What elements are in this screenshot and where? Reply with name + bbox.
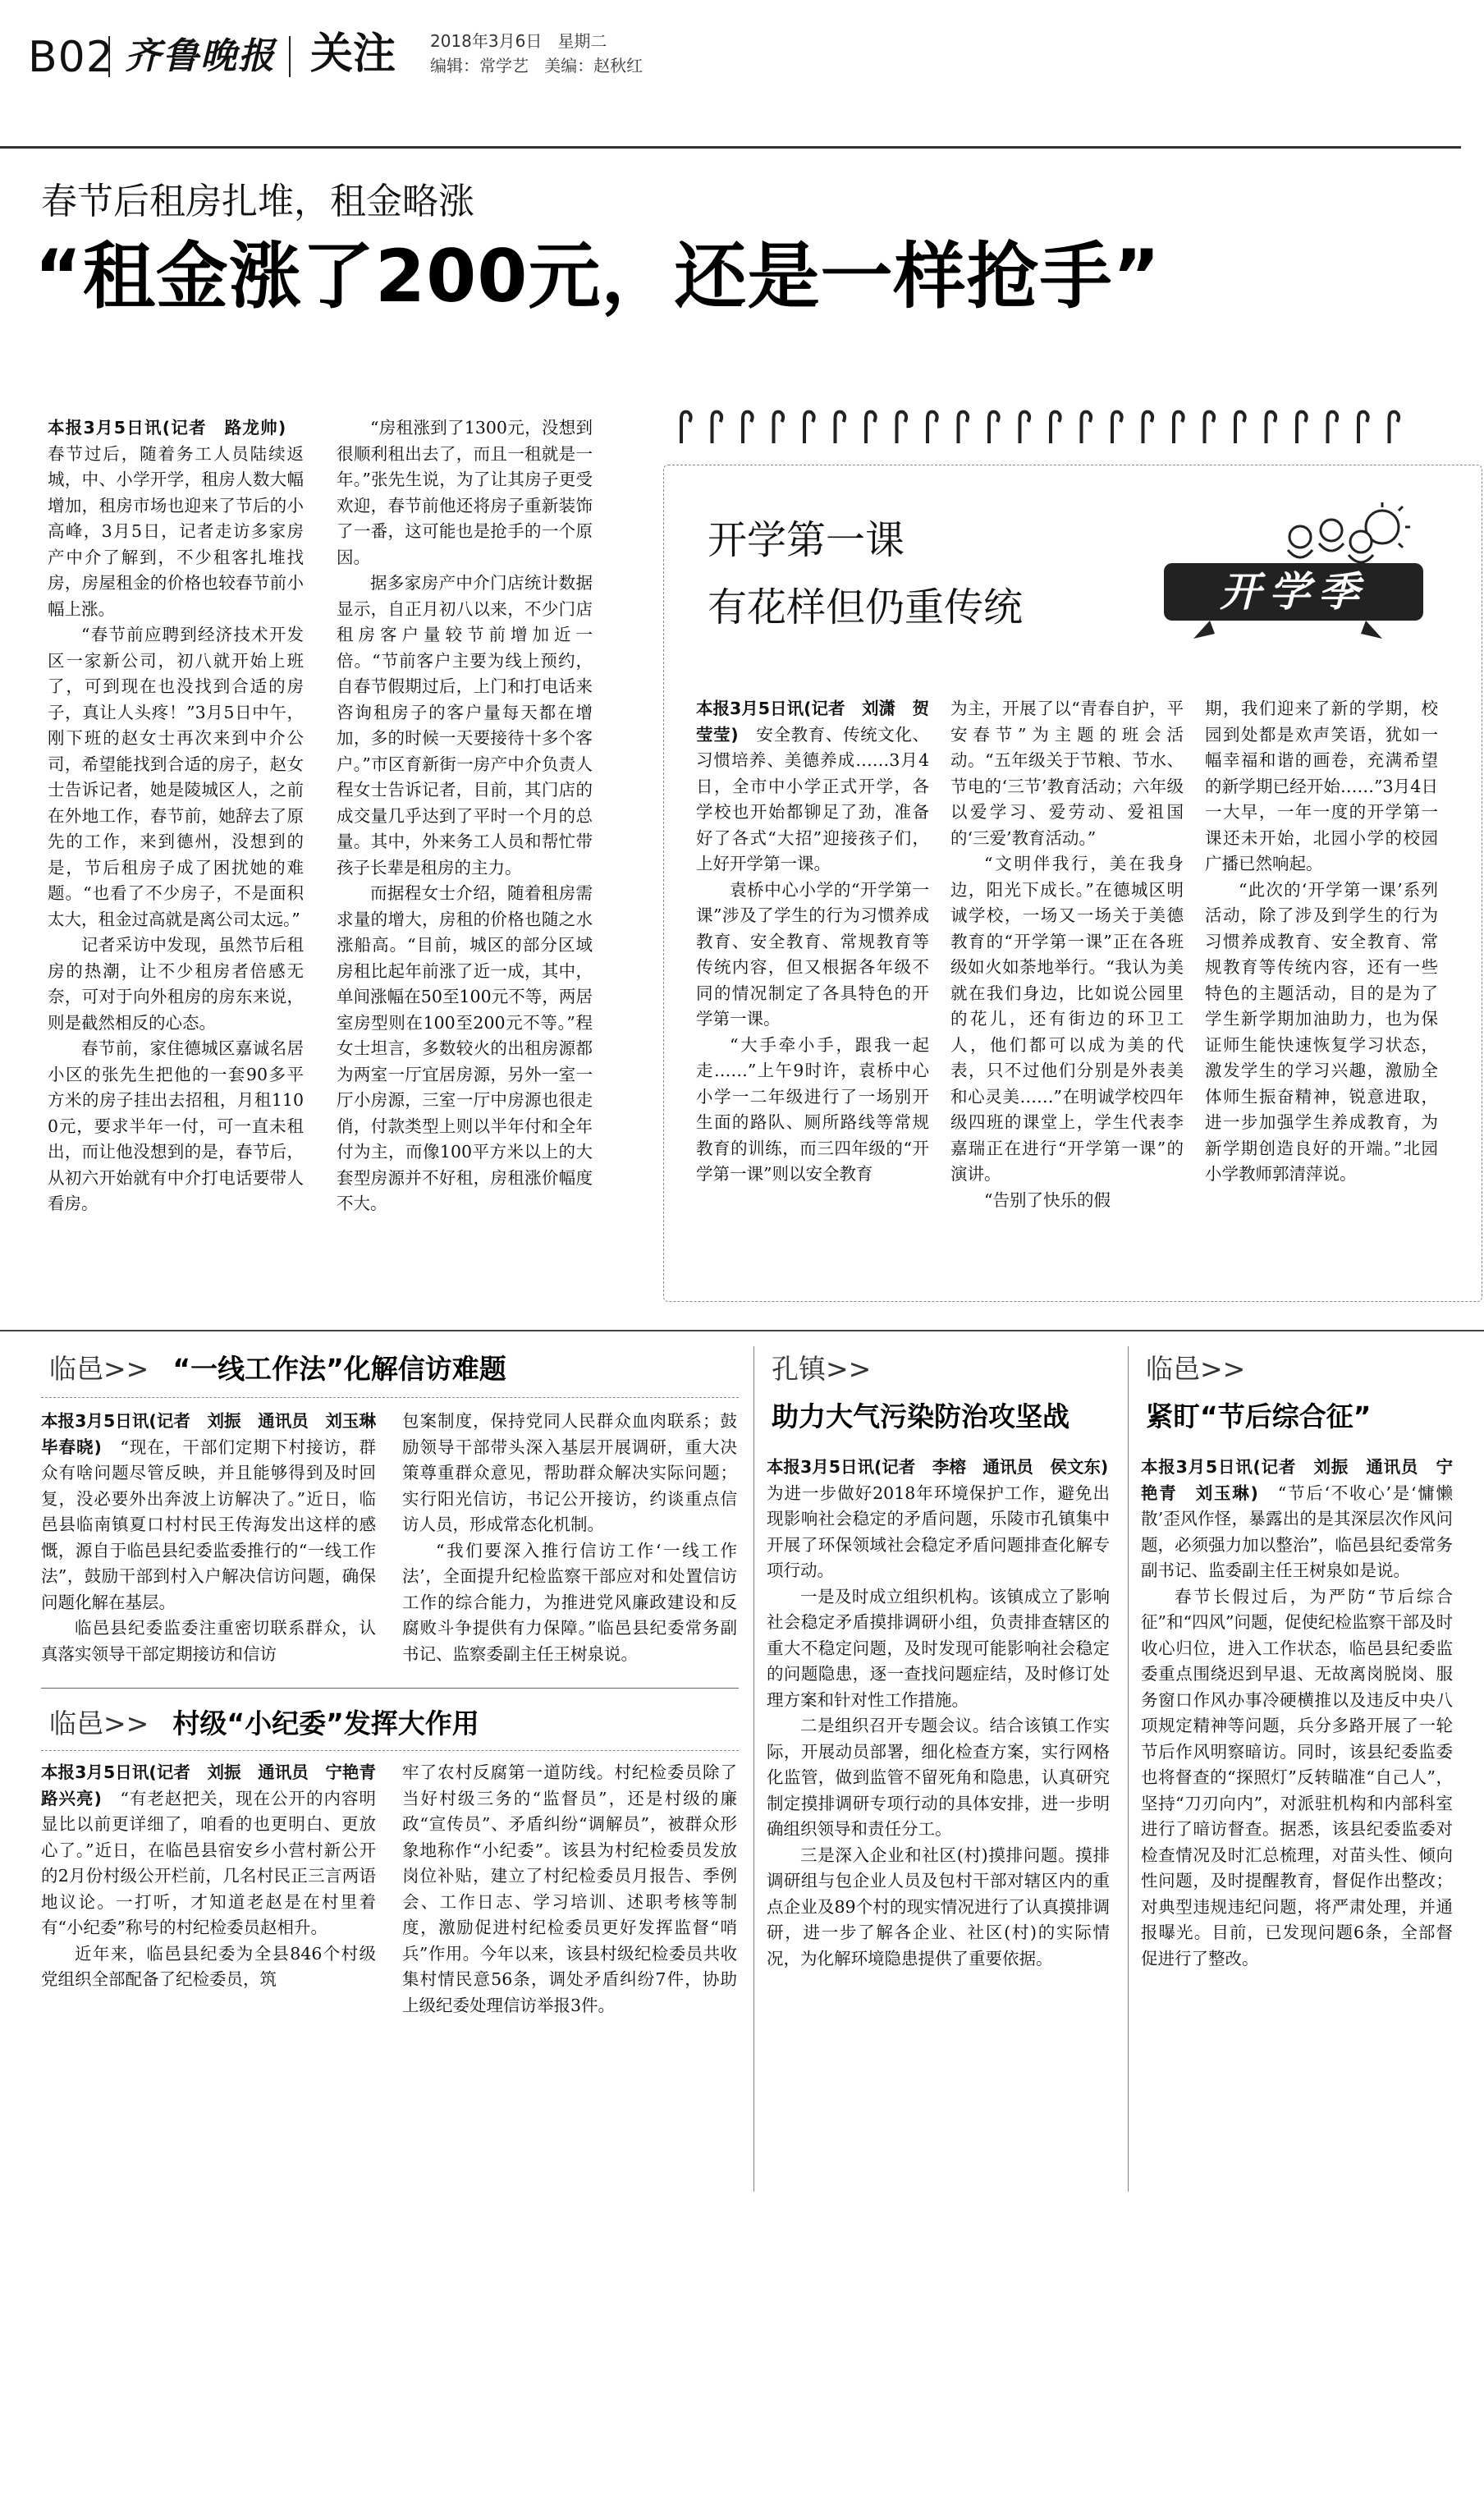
paragraph-text: 据多家房产中介门店统计数据显示，自正月初八以来，不少门店租房客户量较节前增加近一倍。“节前客户主要为线上预约，自春节假期过后，上门和打电话来咨询租房子的客户量每天都在增加，多的时候一天要接待十多个客户。”市区育新街一房产中介负责人程女士告诉记者，目前，其门店的成交量几乎达到了平时一个月的总量。其中，外来务工人员和帮忙带孩子长辈是租房的主力。 bbox=[337, 573, 593, 878]
spiral-ring bbox=[897, 412, 907, 443]
paragraph-text: 袁桥中心小学的“开学第一课”涉及了学生的行为习惯养成教育、安全教育、常规教育等传统内容，但又根据各年级不同的情况制定了各具特色的开学第一课。 bbox=[696, 879, 929, 1029]
story-a-column-1 bbox=[41, 1409, 393, 1667]
paragraph bbox=[337, 881, 593, 1217]
paragraph-text: “告别了快乐的假 bbox=[984, 1189, 1111, 1210]
paragraph bbox=[48, 415, 304, 622]
issue-date bbox=[430, 30, 607, 53]
paragraph-text: “我们要深入推行信访工作‘一线工作法’，全面提升纪检监察干部应对和处置信访工作的综合能力，为推进党风廉政建设和反腐败斗争提供有力保障。”临邑县纪委常务副书记、监察委副主任王树泉说。 bbox=[402, 1540, 737, 1664]
paragraph bbox=[48, 622, 304, 933]
page-number: B02 bbox=[28, 33, 114, 82]
paragraph-text: “有老赵把关，现在公开的内容明显比以前更详细了，咱看的也更明白、更放心了。”近日，在临邑县宿安乡小营村新公开的2月份村级公开栏前，几名村民正三言两语地议论。一打听，才知道老赵是在村里着有“小纪委”称号的村纪检委员赵相升。 bbox=[41, 1788, 377, 1937]
paragraph-text: 春节过后，随着务工人员陆续返城，中、小学开学，租房人数大幅增加，租房市场也迎来了节后的小高峰，3月5日，记者走访多家房产中介了解到，不少租客扎堆找房，房屋租金的价格也较春节前小幅上涨。 bbox=[48, 418, 305, 619]
spiral-ring bbox=[774, 412, 784, 443]
paper-logo: 齐鲁晚报 bbox=[125, 35, 276, 77]
paragraph-text: 安全教育、传统文化、习惯培养、美德养成……3月4日，全市中小学正式开学，各学校也开始都铆足了劲，准备好了各式“大招”迎接孩子们，上好开学第一课。 bbox=[696, 724, 929, 873]
paragraph bbox=[1141, 1584, 1453, 1973]
spiral-ring bbox=[928, 412, 937, 443]
main-subtitle: 春节后租房扎堆，租金略涨 bbox=[41, 181, 474, 222]
spiral-ring bbox=[1051, 412, 1060, 443]
paragraph-text: “文明伴我行，美在我身边，阳光下成长。”在德城区明诚学校，一场又一场关于美德教育的“开学第一课”正在各班级如火如荼地举行。“我认为美就在我们身边，比如说公园里的花儿，还有街边的环卫工人，他们都可以成为美的代表，只不过他们分别是外表美和心灵美……”在明诚学校四年级四班的课堂上，学生代表李嘉瑞正在进行“开学第一课”的演讲。 bbox=[950, 854, 1184, 1184]
paragraph bbox=[696, 696, 929, 878]
dateline: 本报3月5日讯(记者 刘潇 贺莹莹) bbox=[696, 699, 929, 745]
paragraph-text: 为进一步做好2018年环境保护工作，避免出现影响社会稳定的矛盾问题，乐陵市孔镇集中开展了环保领域社会稳定矛盾问题排查化解专项行动。 bbox=[767, 1457, 1125, 1580]
dateline: 本报3月5日讯(记者 刘振 通讯员 刘玉琳 毕春晓) bbox=[41, 1411, 393, 1457]
section-rule bbox=[41, 1688, 739, 1689]
paragraph bbox=[950, 1188, 1184, 1214]
paragraph-text: “此次的‘开学第一课’系列活动，除了涉及到学生的行为习惯养成教育、安全教育、常规教育等传统内容，还有一些特色的主题活动，目的是为了学生新学期加油助力，也为保证师生能快速恢复学习状态，激发学生的学习兴趣，激励全体师生振奋精神，锐意进取，进一步加强学生养成教育，为新学期创造良好的开端。”北园小学教师郭清萍说。 bbox=[1205, 879, 1438, 1184]
spiral-ring bbox=[866, 412, 876, 443]
main-headline: “租金涨了200元，还是一样抢手” bbox=[34, 234, 1161, 319]
story-a-title: “一线工作法”化解信访难题 bbox=[172, 1353, 506, 1385]
paragraph-text: 为主，开展了以“青春自护，平安春节”为主题的班会活动。“五年级关于节粮、节水、节电的‘三节’教育活动；六年级以爱学习、爱劳动、爱祖国的‘三爱’教育活动。” bbox=[950, 699, 1184, 848]
heading-rule bbox=[41, 1750, 739, 1751]
paragraph bbox=[402, 1409, 737, 1538]
spiral-ring bbox=[804, 412, 814, 443]
paragraph bbox=[48, 1036, 304, 1217]
paragraph-text: 三是深入企业和社区(村)摸排问题。摸排调研组与包企业人员及包村干部对辖区内的重点企业及89个村的现实情况进行了认真摸排调研，进一步了解各企业、社区(村)的实际情况，为化解环境隐患提供了重要依据。 bbox=[767, 1845, 1110, 1968]
date: 2018年3月6日 bbox=[430, 31, 543, 51]
story-a-heading bbox=[49, 1348, 506, 1386]
paragraph-text: “节后‘不收心’是‘慵懒散’歪风作怪，暴露出的是其深层次作风问题，必须强力加以整治”，临邑县纪委常务副书记、监委副主任王树泉如是说。 bbox=[1141, 1483, 1453, 1580]
paragraph-text: 记者采访中发现，虽然节后租房的热潮，让不少租房者倍感无奈，可对于向外租房的房东来说，则是截然相反的心态。 bbox=[48, 935, 304, 1033]
paragraph bbox=[696, 878, 929, 1033]
paragraph bbox=[1205, 696, 1438, 878]
header-divider bbox=[108, 36, 110, 77]
paragraph-text: 春节前，家住德城区嘉诚名居小区的张先生把他的一套90多平方米的房子挂出去招租，月租1100元，要求半年一付，可一直未租出，而让他没想到的是，春节后，从初六开始就有中介打电话要带人看房。 bbox=[48, 1038, 304, 1213]
spiral-ring bbox=[1205, 412, 1215, 443]
feature-title-line2: 有花样但仍重传统 bbox=[708, 584, 1024, 630]
main-column-1 bbox=[48, 415, 304, 1217]
feature-column-3 bbox=[1205, 696, 1438, 1188]
dateline: 本报3月5日讯(记者 刘振 通讯员 宁艳青 刘玉琳) bbox=[1141, 1457, 1453, 1503]
story-d-title: 紧盯“节后综合征” bbox=[1146, 1400, 1372, 1432]
column-rule bbox=[1128, 1346, 1129, 2192]
paragraph-text: 牢了农村反腐第一道防线。村纪检委员除了当好村级三务的“监督员”，还是村级的廉政“宣传员”、矛盾纠纷“调解员”，被群众形象地称作“小纪委”。该县为村纪检委员发放岗位补贴，建立了村纪检委员月报告、季例会、工作日志、学习培训、述职考核等制度，激励促进村纪检委员更好发挥监督“哨兵”作用。今年以来，该县村级纪检委员共收集村情民意56条，调处矛盾纠纷7件，协助上级纪委处理信访举报3件。 bbox=[402, 1762, 737, 2015]
section-rule bbox=[0, 1330, 1484, 1331]
spiral-ring bbox=[681, 412, 691, 443]
header-divider bbox=[289, 36, 291, 77]
paragraph bbox=[41, 1615, 376, 1667]
paragraph-text: 春节长假过后，为严防“节后综合征”和“四风”问题，促使纪检监察干部及时收心归位，进入工作状态，临邑县纪委监委重点围绕迟到早退、无故离岗脱岗、服务窗口作风办事冷硬横推以及违反中央八项规定精神等问题，兵分多路开展了一轮节后作风明察暗访。同时，该县纪委监委也将督查的“探照灯”反转瞄准“自己人”，坚持“刀刃向内”，对派驻机构和内部科室进行了暗访督查。据悉，该县纪委监委对检查情况及时汇总梳理，对苗头性、倾向性问题，及时提醒教育，督促作出整改；对典型违规违纪问题，将严肃处理，并通报曝光。目前，已发现问题6条，全部督促进行了整改。 bbox=[1141, 1586, 1453, 1968]
editor-line bbox=[430, 54, 643, 77]
story-a-place: 临邑>> bbox=[49, 1353, 149, 1385]
spiral-ring bbox=[743, 412, 753, 443]
feature-column-1 bbox=[696, 696, 929, 1188]
paragraph-text: 临邑县纪委监委注重密切联系群众，认真落实领导干部定期接访和信访 bbox=[41, 1618, 376, 1664]
spiral-ring bbox=[1266, 412, 1276, 443]
paragraph bbox=[402, 1760, 737, 2019]
designer: 美编：赵秋红 bbox=[544, 56, 644, 76]
paragraph-text: 期，我们迎来了新的学期，校园到处都是欢声笑语，犹如一幅幸福和谐的画卷，充满希望的新学期已经开始……”3月4日一大早，一年一度的开学第一课还未开始，北园小学的校园广播已然响起。 bbox=[1205, 699, 1438, 873]
spiral-ring bbox=[1020, 412, 1030, 443]
spiral-ring bbox=[836, 412, 845, 443]
spiral-rings-icon bbox=[671, 407, 1410, 448]
paragraph bbox=[48, 933, 304, 1036]
paragraph-text: 近年来，临邑县纪委为全县846个村级党组织全部配备了纪检委员，筑 bbox=[41, 1943, 376, 1989]
dateline: 本报3月5日讯(记者 路龙帅) bbox=[48, 418, 286, 438]
back-to-school-illustration bbox=[1161, 499, 1431, 647]
feature-title-line1: 开学第一课 bbox=[708, 517, 905, 563]
story-a-column-2 bbox=[402, 1409, 737, 1667]
column-rule bbox=[753, 1346, 754, 2192]
paragraph bbox=[950, 851, 1184, 1188]
spiral-ring bbox=[1082, 412, 1092, 443]
paragraph-text: “大手牵小手，跟我一起走……”上午9时许，袁桥中心小学一二年级进行了一场别开生面的路队、厕所路线等常规教育的训练，而三四年级的“开学第一课”则以安全教育 bbox=[696, 1034, 929, 1184]
feature-column-2 bbox=[950, 696, 1184, 1213]
story-d-body bbox=[1141, 1455, 1453, 1972]
paragraph-text: “现在，干部们定期下村接访，群众有啥问题尽管反映，并且能够得到及时回复，没必要外出奔波上访解决了。”近日，临邑县临南镇夏口村村民王传海发出这样的感慨，源自于临邑县纪委监委推行的“一线工作法”，鼓励干部到村入户解决信访问题，确保问题化解在基层。 bbox=[41, 1437, 377, 1612]
paragraph bbox=[767, 1584, 1110, 1714]
logo-lettering: 开学季 bbox=[1220, 568, 1367, 616]
spiral-ring bbox=[1143, 412, 1153, 443]
story-d-place: 临邑>> bbox=[1146, 1353, 1246, 1385]
spiral-ring bbox=[989, 412, 999, 443]
spiral-ring bbox=[1328, 412, 1338, 443]
spiral-ring bbox=[712, 412, 722, 443]
dateline: 本报3月5日讯(记者 李榕 通讯员 侯文东) bbox=[767, 1457, 1109, 1477]
dateline: 本报3月5日讯(记者 刘振 通讯员 宁艳青 路兴亮) bbox=[41, 1762, 393, 1808]
paragraph-text: 二是组织召开专题会议。结合该镇工作实际，开展动员部署，细化检查方案，实行网格化监管，做到监管不留死角和隐患，认真研究制定摸排调研专项行动的具体安排，进一步明确组织领导和责任分工。 bbox=[767, 1716, 1110, 1839]
paragraph bbox=[950, 696, 1184, 851]
weekday: 星期二 bbox=[557, 31, 607, 51]
spiral-ring bbox=[1390, 412, 1399, 443]
paragraph bbox=[41, 1409, 393, 1615]
paragraph bbox=[767, 1455, 1125, 1584]
story-c-body bbox=[767, 1455, 1125, 1972]
main-column-2 bbox=[337, 415, 593, 1217]
story-c-title: 助力大气污染防治攻坚战 bbox=[772, 1400, 1069, 1432]
paragraph-text: “春节前应聘到经济技术开发区一家新公司，初八就开始上班了，可到现在也没找到合适的房子，真让人头疼！”3月5日中午，刚下班的赵女士再次来到中介公司，希望能找到合适的房子，赵女士告诉记者，她是陵城区人，之前在外地工作，春节前，她辞去了原先的工作，来到德州，没想到的是，节后租房子成了困扰她的难题。“也看了不少房子，不是面积太大，租金过高就是离公司太远。” bbox=[48, 625, 304, 929]
heading-rule bbox=[41, 1397, 739, 1398]
paragraph bbox=[767, 1843, 1110, 1973]
paragraph bbox=[402, 1538, 737, 1668]
paragraph bbox=[41, 1941, 376, 1993]
spiral-ring bbox=[959, 412, 969, 443]
spiral-ring bbox=[1358, 412, 1368, 443]
spiral-ring bbox=[1112, 412, 1122, 443]
paragraph-text: 一是及时成立组织机构。该镇成立了影响社会稳定矛盾摸排调研小组，负责排查辖区的重大不稳定问题，及时发现可能影响社会稳定的问题隐患，逐一查找问题症结，及时修订处理方案和针对性工作措施。 bbox=[767, 1586, 1110, 1710]
paragraph bbox=[696, 1033, 929, 1188]
story-b-place: 临邑>> bbox=[49, 1707, 149, 1739]
header-rule bbox=[0, 146, 1461, 149]
spiral-ring bbox=[1297, 412, 1307, 443]
paragraph-text: “房租涨到了1300元，没想到很顺利租出去了，而且一租就是一年。”张先生说，为了让其房子更受欢迎，春节前他还将房子重新装饰了一番，这可能也是抢手的一个原因。 bbox=[337, 418, 593, 567]
paragraph-text: 包案制度，保持党同人民群众血肉联系；鼓励领导干部带头深入基层开展调研，重大决策尊重群众意见，帮助群众解决实际问题；实行阳光信访，书记公开接访，约谈重点信访人员，形成常态化机制。 bbox=[402, 1411, 737, 1534]
story-b-heading bbox=[49, 1703, 479, 1741]
story-b-column-1 bbox=[41, 1760, 393, 1993]
spiral-binding bbox=[671, 407, 1410, 448]
paragraph bbox=[1141, 1455, 1453, 1584]
spiral-ring bbox=[1235, 412, 1245, 443]
section-title: 关注 bbox=[310, 30, 396, 79]
story-b-column-2 bbox=[402, 1760, 737, 2019]
paragraph bbox=[41, 1760, 393, 1941]
story-b-title: 村级“小纪委”发挥大作用 bbox=[172, 1707, 479, 1739]
story-c-place: 孔镇>> bbox=[772, 1353, 872, 1385]
spiral-ring bbox=[1174, 412, 1184, 443]
paragraph bbox=[1205, 878, 1438, 1188]
paragraph bbox=[767, 1713, 1110, 1843]
editor: 编辑：常学艺 bbox=[430, 56, 529, 76]
paragraph-text: 而据程女士介绍，随着租房需求量的增大，房租的价格也随之水涨船高。“目前，城区的部分区域房租比起年前涨了近一成，其中，单间涨幅在50至100元不等，两居室房型则在100至200元不等。”程女士坦言，多数较火的出租房源都为两室一厅宜居房源，另外一室一厅小房源，三室一厅中房源也很走俏，付款类型上则以半年付和全年付为主，而像100平方米以上的大套型房源并不好租，房租涨价幅度不大。 bbox=[337, 883, 593, 1213]
paragraph bbox=[337, 415, 593, 571]
paragraph bbox=[337, 571, 593, 881]
